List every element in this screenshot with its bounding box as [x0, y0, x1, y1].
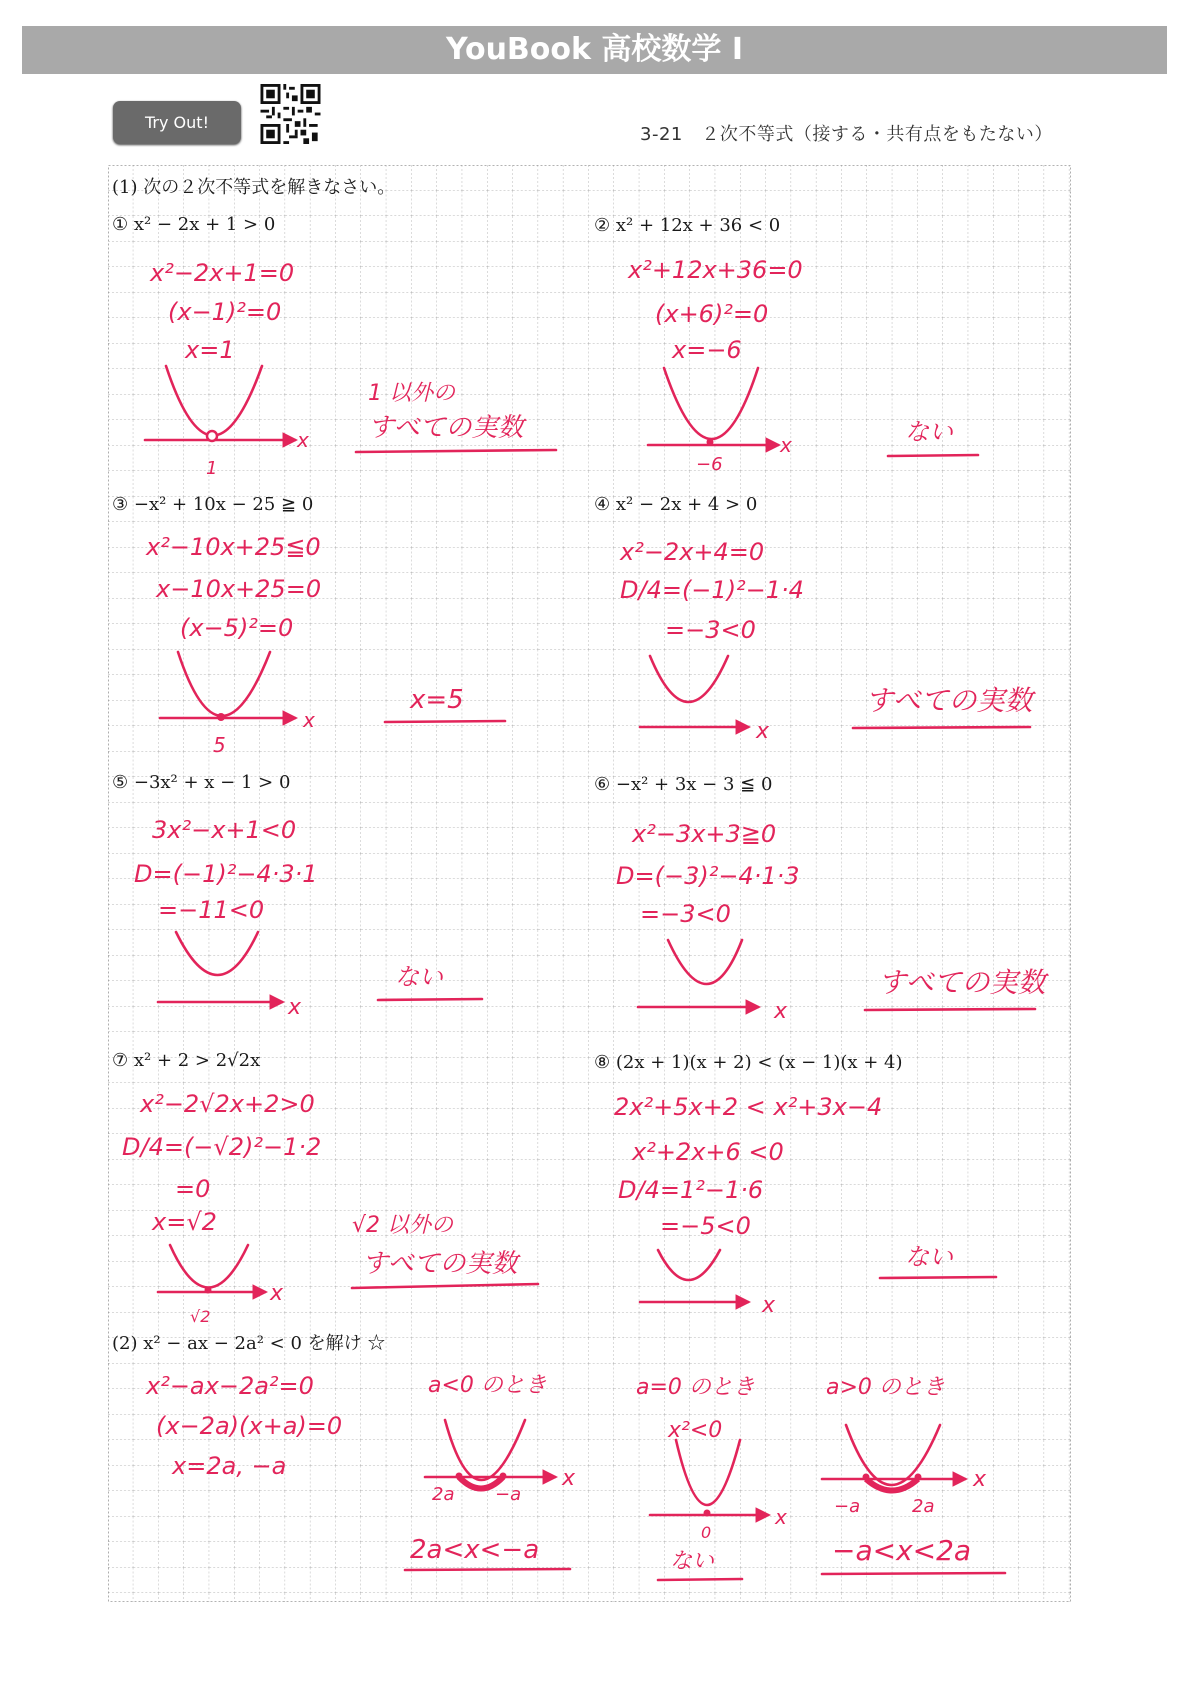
parabola — [664, 368, 758, 439]
work-line: x=1 — [185, 336, 235, 364]
answer-underline — [385, 721, 505, 722]
solution-6 — [616, 820, 1049, 1024]
root-label: −a — [495, 1484, 522, 1505]
answer-line: √2 以外の — [352, 1213, 454, 1238]
answer-line: すべての実数 — [878, 966, 1046, 999]
root-label: 2a — [912, 1496, 935, 1517]
root-label: 2a — [432, 1484, 455, 1505]
root-label: √2 — [190, 1307, 211, 1326]
work-line: (x−5)²=0 — [180, 614, 294, 642]
root-label: −a — [834, 1496, 861, 1517]
problem-label: ⑦ x² + 2 > 2√2x — [112, 1050, 261, 1071]
work-line: x²−2x+1=0 — [150, 259, 295, 287]
work-line: D/4=(−1)²−1·4 — [620, 576, 804, 604]
solution-8 — [614, 1093, 996, 1318]
parabola — [650, 656, 728, 702]
parabola — [170, 1245, 248, 1288]
axis-label: x — [774, 999, 788, 1024]
problem-label: ⑥ −x² + 3x − 3 ≦ 0 — [594, 774, 773, 795]
work-line: x−10x+25=0 — [156, 575, 322, 603]
solution-3 — [145, 533, 505, 757]
axis-label: x — [297, 428, 309, 452]
solution-5 — [134, 816, 482, 1020]
axis-label: x — [562, 1466, 576, 1491]
solution-part2 — [145, 1372, 1005, 1580]
answer-underline — [888, 455, 978, 456]
axis-label: x — [775, 1505, 787, 1529]
work-line: 3x²−x+1<0 — [152, 816, 297, 844]
try-out-button[interactable]: Try Out! — [113, 101, 241, 144]
problem-label: ② x² + 12x + 36 < 0 — [594, 215, 781, 236]
problem-label: ① x² − 2x + 1 > 0 — [112, 214, 276, 235]
root-point — [205, 1287, 212, 1294]
answer-line: すべての実数 — [368, 413, 524, 443]
problem-label: ⑧ (2x + 1)(x + 2) < (x − 1)(x + 4) — [594, 1052, 903, 1073]
solution-1 — [145, 259, 556, 479]
parabola — [166, 366, 262, 436]
parabola — [658, 1250, 720, 1280]
work-line: x=−6 — [672, 336, 742, 364]
work-line: x²−2x+4=0 — [620, 538, 765, 566]
work-line: =0 — [175, 1175, 211, 1203]
work-line: D=(−1)²−4·3·1 — [134, 860, 318, 888]
case-title: a>0 のとき — [826, 1375, 945, 1400]
page-banner: YouBook 高校数学 I — [22, 26, 1167, 74]
root-label: −6 — [696, 454, 723, 475]
solution-2 — [627, 256, 978, 475]
axis-label: x — [756, 719, 770, 744]
parabola — [676, 1440, 740, 1505]
answer-underline — [658, 1579, 742, 1580]
answer-line: ない — [905, 1243, 953, 1271]
axis-label: x — [270, 1281, 284, 1306]
work-line: (x−1)²=0 — [168, 298, 282, 326]
work-line: x²−10x+25≦0 — [146, 533, 321, 561]
case-title: a=0 のとき — [636, 1375, 755, 1400]
part2-heading: (2) x² − ax − 2a² < 0 を解け ☆ — [112, 1333, 386, 1354]
solution-4 — [619, 538, 1036, 744]
work-line: x=√2 — [152, 1208, 217, 1236]
answer-underline — [356, 450, 556, 452]
work-line: x²−2√2x+2>0 — [140, 1090, 315, 1118]
solution-7 — [122, 1090, 538, 1326]
work-line: x²+12x+36=0 — [628, 256, 803, 284]
problem-label: ③ −x² + 10x − 25 ≧ 0 — [112, 494, 314, 515]
work-line: =−3<0 — [665, 616, 756, 644]
work-line: (x+6)²=0 — [655, 300, 769, 328]
root-point — [217, 713, 225, 721]
work-line: x²−ax−2a²=0 — [146, 1372, 314, 1400]
case-title: a<0 のとき — [428, 1373, 547, 1398]
answer-underline — [405, 1569, 570, 1570]
root-label: 5 — [213, 733, 226, 757]
parabola — [178, 652, 270, 716]
answer-line: x=5 — [410, 685, 464, 715]
root-point — [207, 431, 217, 441]
work-line: (x−2a)(x+a)=0 — [156, 1412, 343, 1440]
answer-underline — [822, 1573, 1005, 1574]
answer-underline — [352, 1284, 538, 1288]
work-line: =−3<0 — [640, 900, 731, 928]
case-note: x²<0 — [668, 1418, 723, 1443]
section-title: 3-21 ２次不等式（接する・共有点をもたない） — [640, 124, 1053, 145]
root-label: 1 — [206, 458, 218, 479]
answer-underline — [880, 1277, 996, 1278]
case-answer: −a<x<2a — [832, 1534, 972, 1567]
case-answer: 2a<x<−a — [410, 1535, 540, 1565]
work-line: x²−3x+3≧0 — [632, 820, 777, 848]
root-label: 0 — [701, 1523, 712, 1542]
problem-label: ⑤ −3x² + x − 1 > 0 — [112, 772, 291, 793]
parabola — [445, 1420, 525, 1480]
work-line: x=2a, −a — [172, 1452, 287, 1480]
answer-line: 1 以外の — [368, 381, 455, 406]
parabola — [176, 932, 258, 975]
axis-label: x — [780, 433, 792, 457]
work-line: =−5<0 — [660, 1212, 751, 1240]
work-line: =−11<0 — [158, 896, 265, 924]
answer-line: ない — [905, 418, 953, 446]
answer-line: すべての実数 — [362, 1249, 518, 1279]
root-point — [707, 439, 714, 446]
axis-label: x — [303, 708, 315, 732]
work-line: 2x²+5x+2 < x²+3x−4 — [614, 1093, 883, 1121]
root-point — [704, 1510, 711, 1517]
answer-line: すべての実数 — [865, 684, 1033, 717]
axis-label: x — [762, 1293, 776, 1318]
part1-heading: (1) 次の２次不等式を解きなさい。 — [112, 177, 396, 198]
axis-label: x — [288, 995, 302, 1020]
problem-label: ④ x² − 2x + 4 > 0 — [594, 494, 758, 515]
answer-underline — [865, 1009, 1035, 1010]
work-line: D/4=1²−1·6 — [618, 1176, 764, 1204]
answer-line: ない — [395, 963, 443, 991]
parabola — [668, 940, 742, 984]
work-line: D/4=(−√2)²−1·2 — [122, 1133, 322, 1161]
axis-label: x — [973, 1467, 987, 1492]
case-answer: ない — [670, 1549, 715, 1574]
answer-underline — [378, 999, 482, 1000]
answer-underline — [853, 727, 1030, 728]
work-line: D=(−3)²−4·1·3 — [616, 862, 800, 890]
parabola — [846, 1425, 940, 1485]
work-line: x²+2x+6 <0 — [632, 1138, 784, 1166]
